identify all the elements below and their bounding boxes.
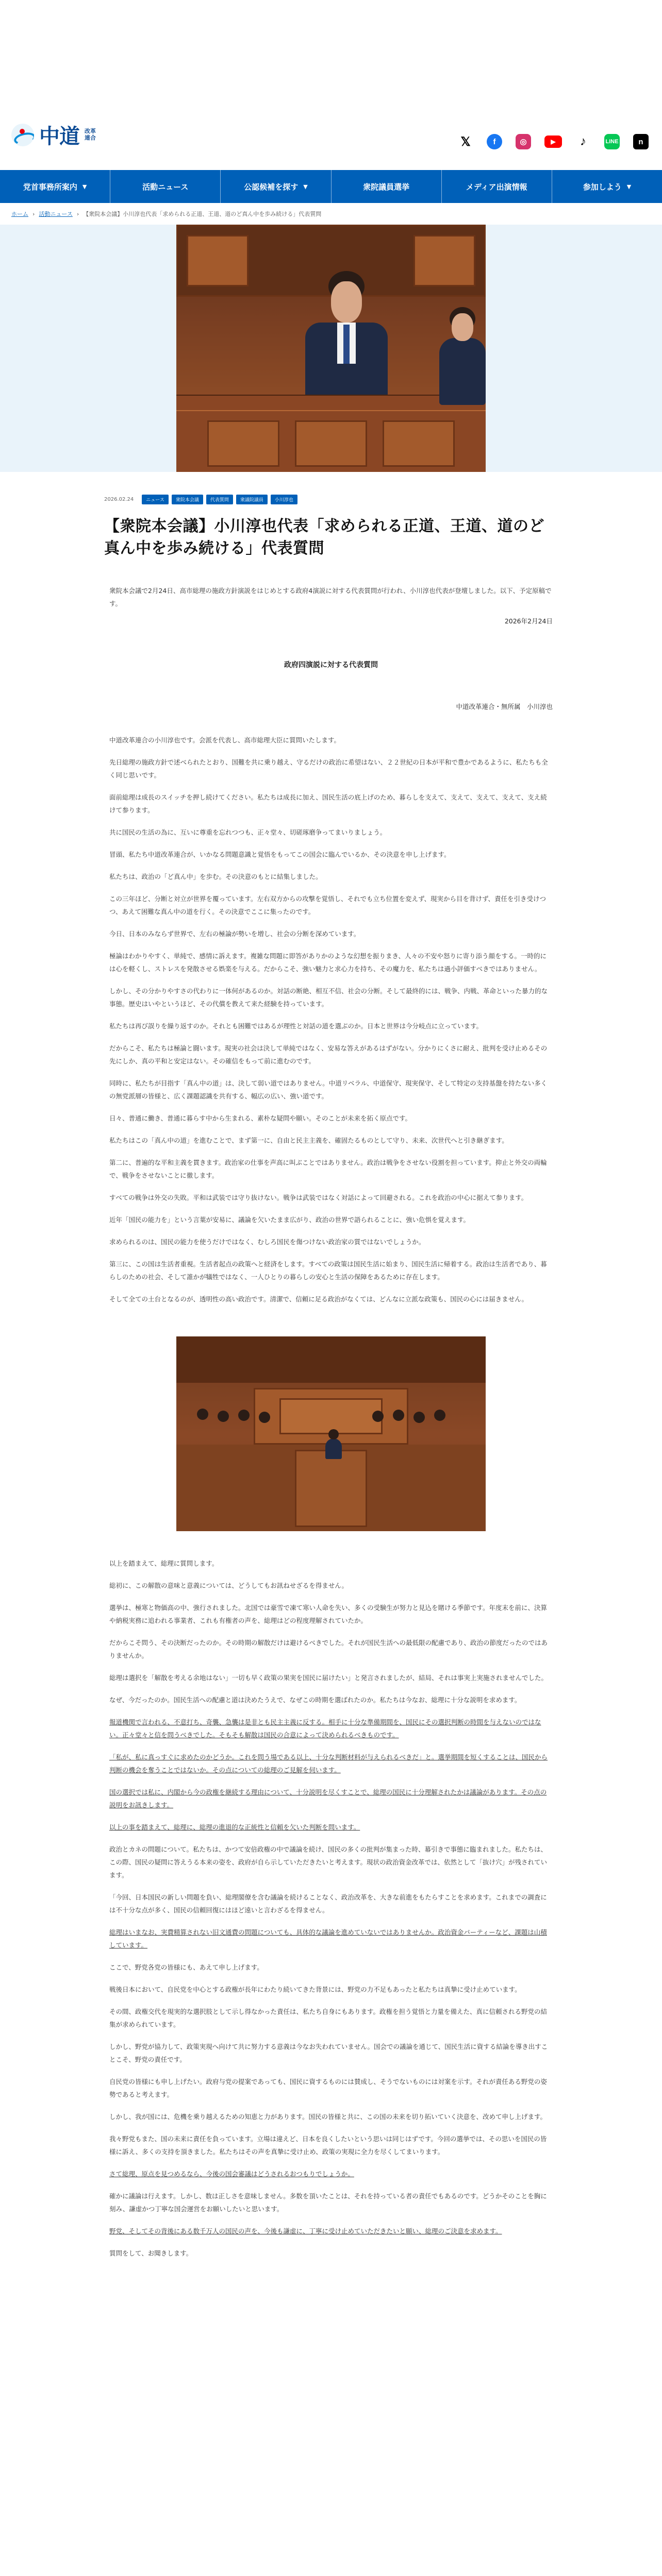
chevron-down-icon: ▼ (626, 183, 632, 190)
logo-subtitle (85, 128, 96, 141)
speech-paragraph: 国の選択では私に、内閣から今の政権を継続する理由について、十分説明を尽くすことで、総理の国民に十分理解されたかは議論があります。その点の説明をお訊きします。 (109, 1788, 547, 1809)
speech-paragraph: 日々、普通に働き、普通に暮らす中から生まれる、素朴な疑問や願い。そのことが未来を拓く原点です。 (109, 1114, 412, 1123)
speech-paragraph: 確かに議論は行えます。しかし、数は正しさを意味しません。多数を頂いたことは、それを持っている者の責任でもあるのです。どうかそのことを胸に刻み、謙虚かつ丁寧な国会運営をお願いしたいと思います。 (109, 2192, 547, 2213)
tag-badge[interactable]: ニュース (142, 495, 169, 504)
logo-sub-line: 改革 (85, 127, 96, 134)
speech-paragraph: 戦後日本において、自民党を中心とする政権が長年にわたり続いてきた背景には、野党の力不足もあったと私たちは真摯に受け止めています。 (109, 1986, 521, 1994)
facebook-icon[interactable]: f (487, 134, 502, 149)
speech-paragraph: さて総理、原点を見つめるなら、今後の国会審議はどうされるおつもりでしょうか。 (109, 2170, 354, 2178)
breadcrumb-home[interactable]: ホーム (11, 211, 28, 217)
global-nav (0, 170, 662, 203)
breadcrumb-current: 【衆院本会議】小川淳也代表「求められる正道、王道、道のど真ん中を歩み続ける」代表質問 (83, 211, 322, 217)
speech-paragraph: 総理は選択を「解散を考える余地はない」一切も早く政策の果実を国民に届けたい」と発言されましたが、結局、それは事実上実施されませんでした。 (109, 1674, 548, 1682)
chamber-photo (176, 1336, 486, 1531)
speech-paragraph: しかし、我が国には、危機を乗り越えるための知恵と力があります。国民の皆様と共に、この国の未来を切り拓いていく決意を、改めて申し上げます。 (109, 2113, 547, 2121)
breadcrumb-separator-icon: › (32, 210, 35, 217)
speech-paragraph: 私たちはこの「真ん中の道」を進むことで、まず第一に、自由と民主主義を、確固たるものとして守り、未来、次世代へと引き継ぎます。 (109, 1137, 508, 1145)
instagram-icon[interactable]: ◎ (516, 134, 531, 149)
speech-paragraph: 先日総理の施政方針で述べられたとおり、国難を共に乗り越え、守るだけの政治に希望はない、２２世紀の日本が平和で豊かであるように、私たちも全く同じ思いです。 (109, 758, 548, 779)
speech-paragraph: 我々野党もまた、国の未来に責任を負っています。立場は違えど、日本を良くしたいという思いは同じはずです。今回の選挙では、その思いを国民の皆様に訴え、多くの支持を頂きました。私たちはその声を真摯に受け止め、政策の実現に全力を尽くしてまいります。 (109, 2135, 547, 2156)
line-icon[interactable]: LINE (604, 134, 620, 149)
speech-body-part-1 (104, 734, 558, 1306)
nav-item-join[interactable] (552, 170, 662, 203)
nav-label: メディア出演情報 (466, 182, 527, 192)
speech-paragraph: 中道改革連合の小川淳也です。会派を代表し、高市総理大臣に質問いたします。 (109, 736, 341, 744)
tag-badge[interactable]: 小川淳也 (271, 495, 297, 504)
article-title: 【衆院本会議】小川淳也代表「求められる正道、王道、道のど真ん中を歩み続ける」代表質問 (104, 517, 544, 557)
speech-paragraph: 同時に、私たちが目指す「真ん中の道」は、決して弱い道ではありません。中道リベラル、中道保守、現実保守、そして特定の支持基盤を持たない多くの無党派層の皆様と、広く課題認識を共有する、幅広の広い、強い道です。 (109, 1079, 548, 1100)
speech-paragraph: すべての戦争は外交の失敗。平和は武装では守り抜けない。戦争は武装ではなく対話によって回避される。これを政治の中心に据えて参ります。 (109, 1194, 528, 1202)
speech-paragraph: 「私が、私に真っすぐに求めたのかどうか。これを問う場である以上、十分な判断材料が与えられるべきだ」と。選挙期間を短くすることは、国民から判断の機会を奪うことではないか。その点についての総理のご見解を伺います。 (109, 1753, 548, 1774)
speech-paragraph: この三年ほど、分断と対立が世界を覆っています。左右双方からの攻撃を覚悟し、それでも立ち位置を変えず、現実から目を背けず、責任を引き受けつつ、あえて困難な真ん中の道を行く。その決意でここに集ったのです。 (109, 895, 547, 916)
chevron-down-icon: ▼ (303, 183, 308, 190)
hero-section (0, 225, 662, 472)
speech-paragraph: だからこそ、私たちは極論と闘います。現実の社会は決して単純ではなく、安易な答えがあるはずがない。分かりにくさに耐え、批判を受け止めるその先にしか、真の平和と安定はない。その確信をもって前に進むのです。 (109, 1044, 548, 1065)
speech-author: 中道改革連合・無所属 小川淳也 (456, 703, 553, 711)
speech-paragraph: 自民党の皆様にも申し上げたい。政府与党の提案であっても、国民に資するものには賛成し、そうでないものには対案を示す。それが責任ある野党の姿勢であると考えます。 (109, 2078, 547, 2099)
site-header (0, 0, 662, 170)
speech-paragraph: 「今回、日本国民の新しい問題を負い、総理閣僚を含む議論を続けることなく、政治改革を、大きな前進をもたらすことを求めます。これまでの調査には不十分な点が多く、国民の信頼回復にはほど遠いと言わざるを得ません。 (109, 1893, 547, 1914)
speech-paragraph: そして全ての土台となるのが、透明性の高い政治です。清潔で、信頼に足る政治がなくては、どんなに立派な政策も、国民の心には届きません。 (109, 1295, 528, 1303)
logo-text: 中道 (39, 124, 79, 148)
nav-item-election[interactable] (332, 170, 442, 203)
nav-item-office[interactable] (0, 170, 110, 203)
speech-paragraph: 第二に、普遍的な平和主義を貫きます。政治家の仕事を声高に叫ぶことではありません。政治は戦争をさせない役割を担っています。抑止と外交の両輪で、戦争をさせないことに徹します。 (109, 1159, 547, 1180)
nav-label: 活動ニュース (142, 182, 189, 192)
speech-paragraph: 求められるのは、国民の能力を使うだけではなく、むしろ国民を傷つけない政治家の質ではないでしょうか。 (109, 1238, 425, 1246)
speech-paragraph: 野党、そしてその背後にある数千万人の国民の声を、今後も謙虚に、丁寧に受け止めていただきたいと願い、総理のご決意を求めます。 (109, 2227, 502, 2235)
nav-label: 党首事務所案内 (23, 182, 77, 192)
article-date: 2026.02.24 (104, 497, 134, 502)
nav-label: 参加しよう (583, 182, 622, 192)
nav-label: 衆院議員選挙 (363, 182, 410, 192)
article (104, 495, 558, 2260)
chevron-down-icon: ▼ (82, 183, 87, 190)
speech-paragraph: だからこそ問う、その決断だったのか。その時期の解散だけは避けるべきでした。それが国民生活への最低限の配慮であり、政治の節度だったのではありませんか。 (109, 1639, 548, 1660)
breadcrumb-separator-icon: › (76, 210, 79, 217)
speech-paragraph: 総理はいまなお、実費精算されない旧文通費の問題についても、具体的な議論を進めていないではありませんか。政治資金パーティーなど、課題は山積しています。 (109, 1928, 547, 1950)
speech-paragraph: 極論はわかりやすく、単純で、感情に訴えます。複雑な問題に即答がありかのような幻想を振りまき、人々の不安や怒りに寄り添う顔をする。一時的には心を軽くし、ストレスを発散させる娯楽を与える。だからこそ、強い魅力と求心力を持ち、その魔力を、私たちは過小評価すべきではありません。 (109, 952, 547, 973)
article-meta (104, 495, 558, 504)
speech-paragraph: 第三に、この国は生活者重視。生活者起点の政策へと経済をします。すべての政策は国民生活に始まり、国民生活に帰着する。政治は生活者であり、暮らしのための社会、そして誰かが犠牲ではなく、一人ひとりの暮らしの安心と生活の保障をあるために存在します。 (109, 1260, 547, 1281)
speech-paragraph: その間、政権交代を現実的な選択肢として示し得なかった責任は、私たち自身にもあります。政権を担う覚悟と力量を備えた、真に信頼される野党の結集が求められています。 (109, 2008, 548, 2029)
tag-badge[interactable]: 代表質問 (206, 495, 233, 504)
speech-paragraph: しかし、その分かりやすさの代わりに一体何があるのか。対話の断絶、相互不信、社会の分断。そして最終的には、戦争、内戦、革命といった暴力的な事態。歴史はいやというほど、その代償を教えて来た経験を持っています。 (109, 987, 548, 1008)
speech-body-part-2 (104, 1557, 558, 2260)
speech-paragraph: 冒頭、私たち中道改革連合が、いかなる問題意識と覚悟をもってこの国会に臨んでいるか、その決意を申し上げます。 (109, 851, 451, 859)
logo-mark-icon (11, 124, 34, 146)
social-links (458, 134, 649, 149)
speech-paragraph: 総初に、この解散の意味と意義については、どうしてもお訊ねせざるを得ません。 (109, 1582, 349, 1590)
speech-paragraph: 近年「国民の能力を」という言葉が安易に、議論を欠いたまま広がり、政治の世界で語られることに、強い危惧を覚えます。 (109, 1216, 470, 1224)
article-lead: 衆院本会議で2月24日、高市総理の施政方針演説をはじめとする政府4演説に対する代表質問が行われ、小川淳也代表が登壇しました。以下、予定原稿です。 (109, 587, 552, 608)
x-icon[interactable]: 𝕏 (460, 134, 471, 149)
site-logo[interactable] (11, 120, 96, 149)
speech-paragraph: なぜ、今だったのか。国民生活への配慮と道は決めたうえで、なぜこの時期を選ばれたのか。私たちは今なお、総理に十分な説明を求めます。 (109, 1696, 521, 1704)
speech-paragraph: 今日、日本のみならず世界で、左右の極論が勢いを増し、社会の分断を深めています。 (109, 930, 360, 938)
speech-paragraph: 面前総理は成長のスイッチを押し続けてください。私たちは成長に加え、国民生活の底上げのため、暮らしを支えて、支えて、支えて、支えて、支え続けて参ります。 (109, 793, 547, 815)
tiktok-icon[interactable]: ♪ (580, 134, 586, 148)
speech-title: 政府四演説に対する代表質問 (284, 661, 378, 670)
article-lead-date: 2026年2月24日 (504, 617, 553, 625)
youtube-icon[interactable]: ▶ (544, 135, 562, 148)
speech-paragraph: 私たちは、政治の「ど真ん中」を歩む。その決意のもとに結集しました。 (109, 873, 322, 881)
speech-paragraph: 質問をして、お聞きします。 (109, 2249, 193, 2258)
hero-photo (176, 225, 486, 472)
tag-badge[interactable]: 衆議院議員 (236, 495, 268, 504)
note-icon[interactable]: n (633, 134, 649, 149)
speech-paragraph: 報道機関で言われる、不意打ち、奇襲、急襲は是非とも民主主義に反する。相手に十分な準備期間を、国民にその選択判断の時間を与えないのではない。正々堂々と信を問うべきでした。そもそも解散は国民の合意によって決められるべきものです。 (109, 1718, 541, 1739)
nav-item-candidates[interactable] (221, 170, 331, 203)
speech-paragraph: 選挙は、極寒と物価高の中、強行されました。北国では豪雪で凍て寒い人命を失い、多くの受験生が努力と見込を賭ける季節です。年度末を前に、決算や納税実務に追われる事業者、これも有権者の声を、総理はどの程度理解されていたか。 (109, 1604, 548, 1625)
nav-item-media[interactable] (442, 170, 552, 203)
speech-paragraph: ここで、野党各党の皆様にも、あえて申し上げます。 (109, 1963, 263, 1972)
logo-sub-line: 連合 (85, 134, 96, 141)
tag-badge[interactable]: 衆院本会議 (172, 495, 203, 504)
speech-paragraph: 以上の事を踏まえて、総理に、総理の進退的な正統性と信頼を欠いた判断を問います。 (109, 1823, 360, 1832)
speech-paragraph: しかし、野党が協力して、政策実現へ向けて共に努力する意義は今なお失われていません。国会での議論を通じて、国民生活に資する結論を導き出すことこそ、野党の責任です。 (109, 2043, 548, 2064)
breadcrumb-section[interactable]: 活動ニュース (39, 211, 73, 217)
speech-paragraph: 政治とカネの問題について。私たちは、かつて安倍政権の中で議論を続け、国民の多くの批判が集まった時、幕引きで事態に臨まれました。私たちは、この際、国民の疑問に答えうる本来の姿を、政府が自ら示していただきたいと考えます。現状の政治資金改革では、依然として「抜け穴」が残されています。 (109, 1845, 548, 1879)
speech-paragraph: 以上を踏まえて、総理に質問します。 (109, 1560, 219, 1568)
speech-paragraph: 私たちは再び誤りを繰り返すのか。それとも困難ではあるが理性と対話の道を選ぶのか。日本と世界は今分岐点に立っています。 (109, 1022, 483, 1030)
breadcrumb (0, 203, 662, 225)
speech-paragraph: 共に国民の生活の為に、互いに尊重を忘れつつも、正々堂々、切磋琢磨争ってまいりましょう。 (109, 828, 387, 837)
nav-item-news[interactable] (110, 170, 221, 203)
nav-label: 公認候補を探す (244, 182, 299, 192)
